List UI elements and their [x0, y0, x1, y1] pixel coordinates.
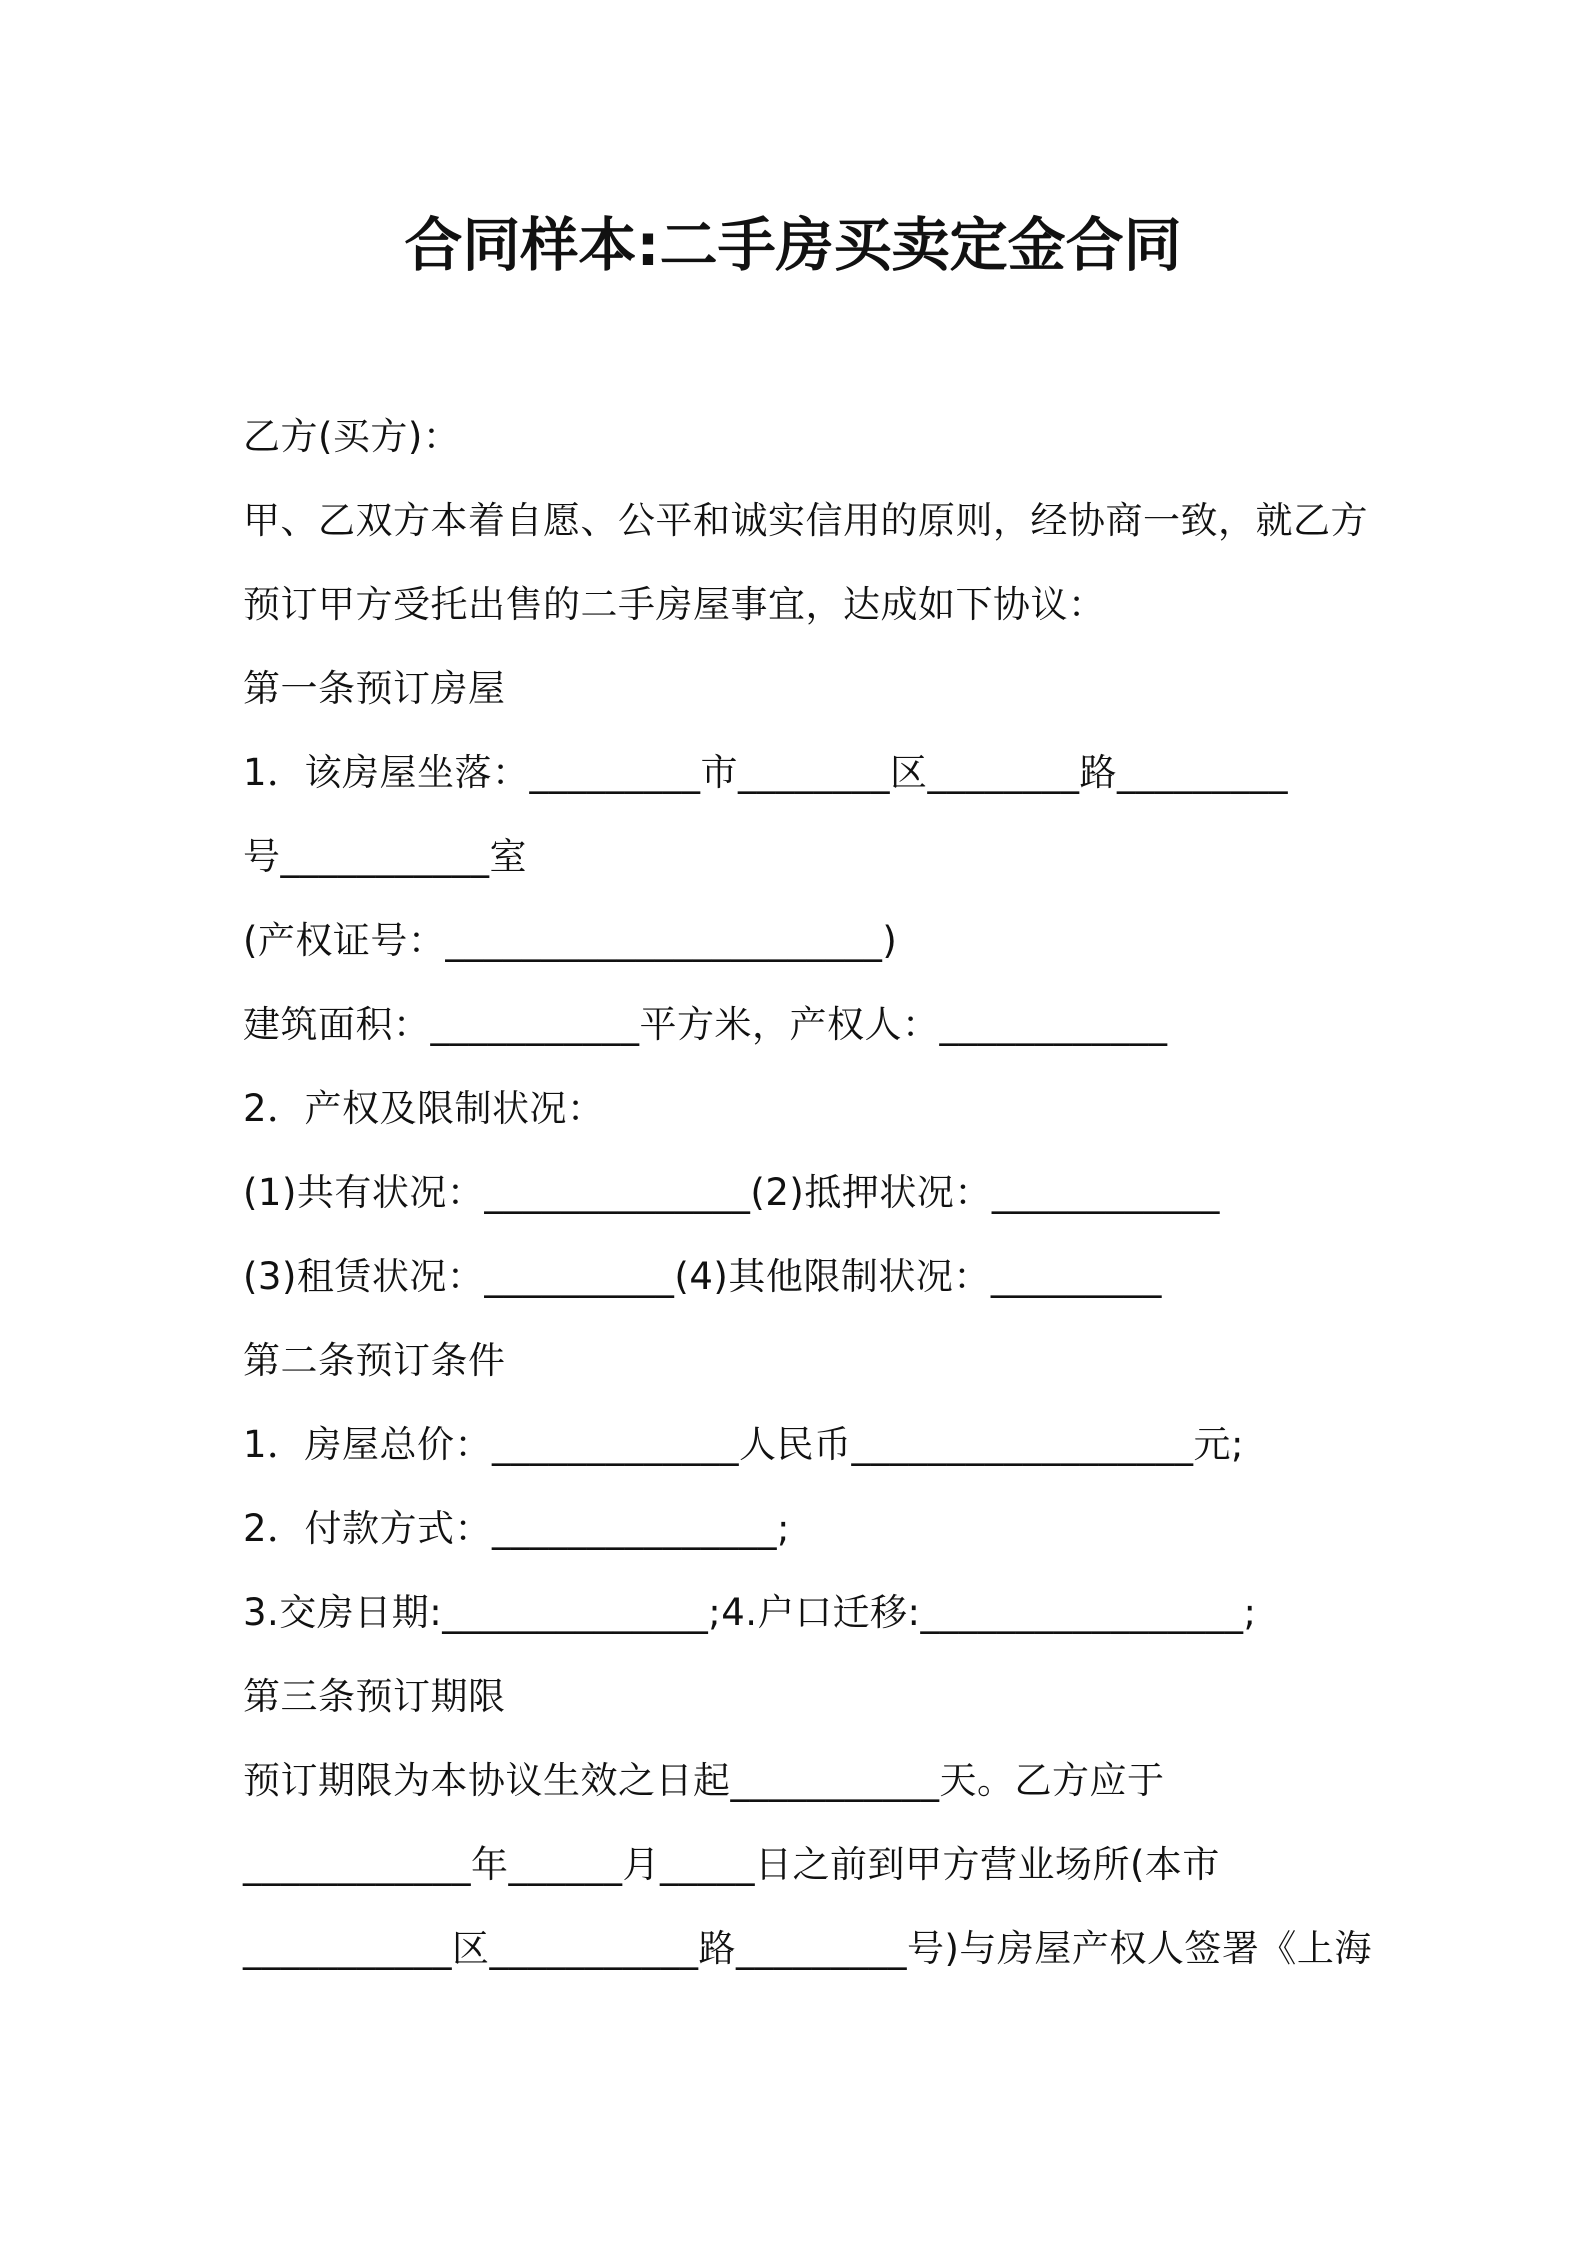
co-ownership-mortgage-line: (1)共有状况：______________(2)抵押状况：____________ [243, 1171, 1220, 1214]
preamble-line-1: 甲、乙双方本着自愿、公平和诚实信用的原则，经协商一致，就乙方 [243, 499, 1368, 542]
ownership-status-heading: 2．产权及限制状况： [243, 1087, 605, 1130]
reservation-term-line-1: 预订期限为本协议生效之日起___________天。乙方应于 [243, 1759, 1165, 1802]
document-title: 合同样本:二手房买卖定金合同 [404, 211, 1182, 279]
party-b-label: 乙方(买方)： [243, 415, 461, 458]
reservation-term-line-3: ___________区___________路_________号)与房屋产权人签署《上海 [243, 1927, 1372, 1970]
article-1-heading: 第一条预订房屋 [243, 667, 506, 710]
lease-other-limits-line: (3)租赁状况：__________(4)其他限制状况：_________ [243, 1255, 1162, 1298]
reservation-term-line-2: ____________年______月_____日之前到甲方营业场所(本市 [243, 1843, 1220, 1886]
property-room-line: 号___________室 [243, 835, 527, 878]
preamble-line-2: 预订甲方受托出售的二手房屋事宜，达成如下协议： [243, 583, 1106, 626]
payment-method-line: 2．付款方式：_______________; [243, 1507, 791, 1550]
delivery-hukou-line: 3.交房日期:______________;4.户口迁移:_________________; [243, 1591, 1257, 1634]
article-2-heading: 第二条预订条件 [243, 1339, 506, 1382]
property-location-line: 1．该房屋坐落：_________市________区________路_________ [243, 751, 1289, 794]
total-price-line: 1．房屋总价：_____________人民币__________________元; [243, 1423, 1245, 1466]
area-owner-line: 建筑面积：___________平方米，产权人：____________ [243, 1003, 1168, 1046]
article-3-heading: 第三条预订期限 [243, 1675, 506, 1718]
certificate-number-line: (产权证号：_______________________) [243, 919, 898, 962]
